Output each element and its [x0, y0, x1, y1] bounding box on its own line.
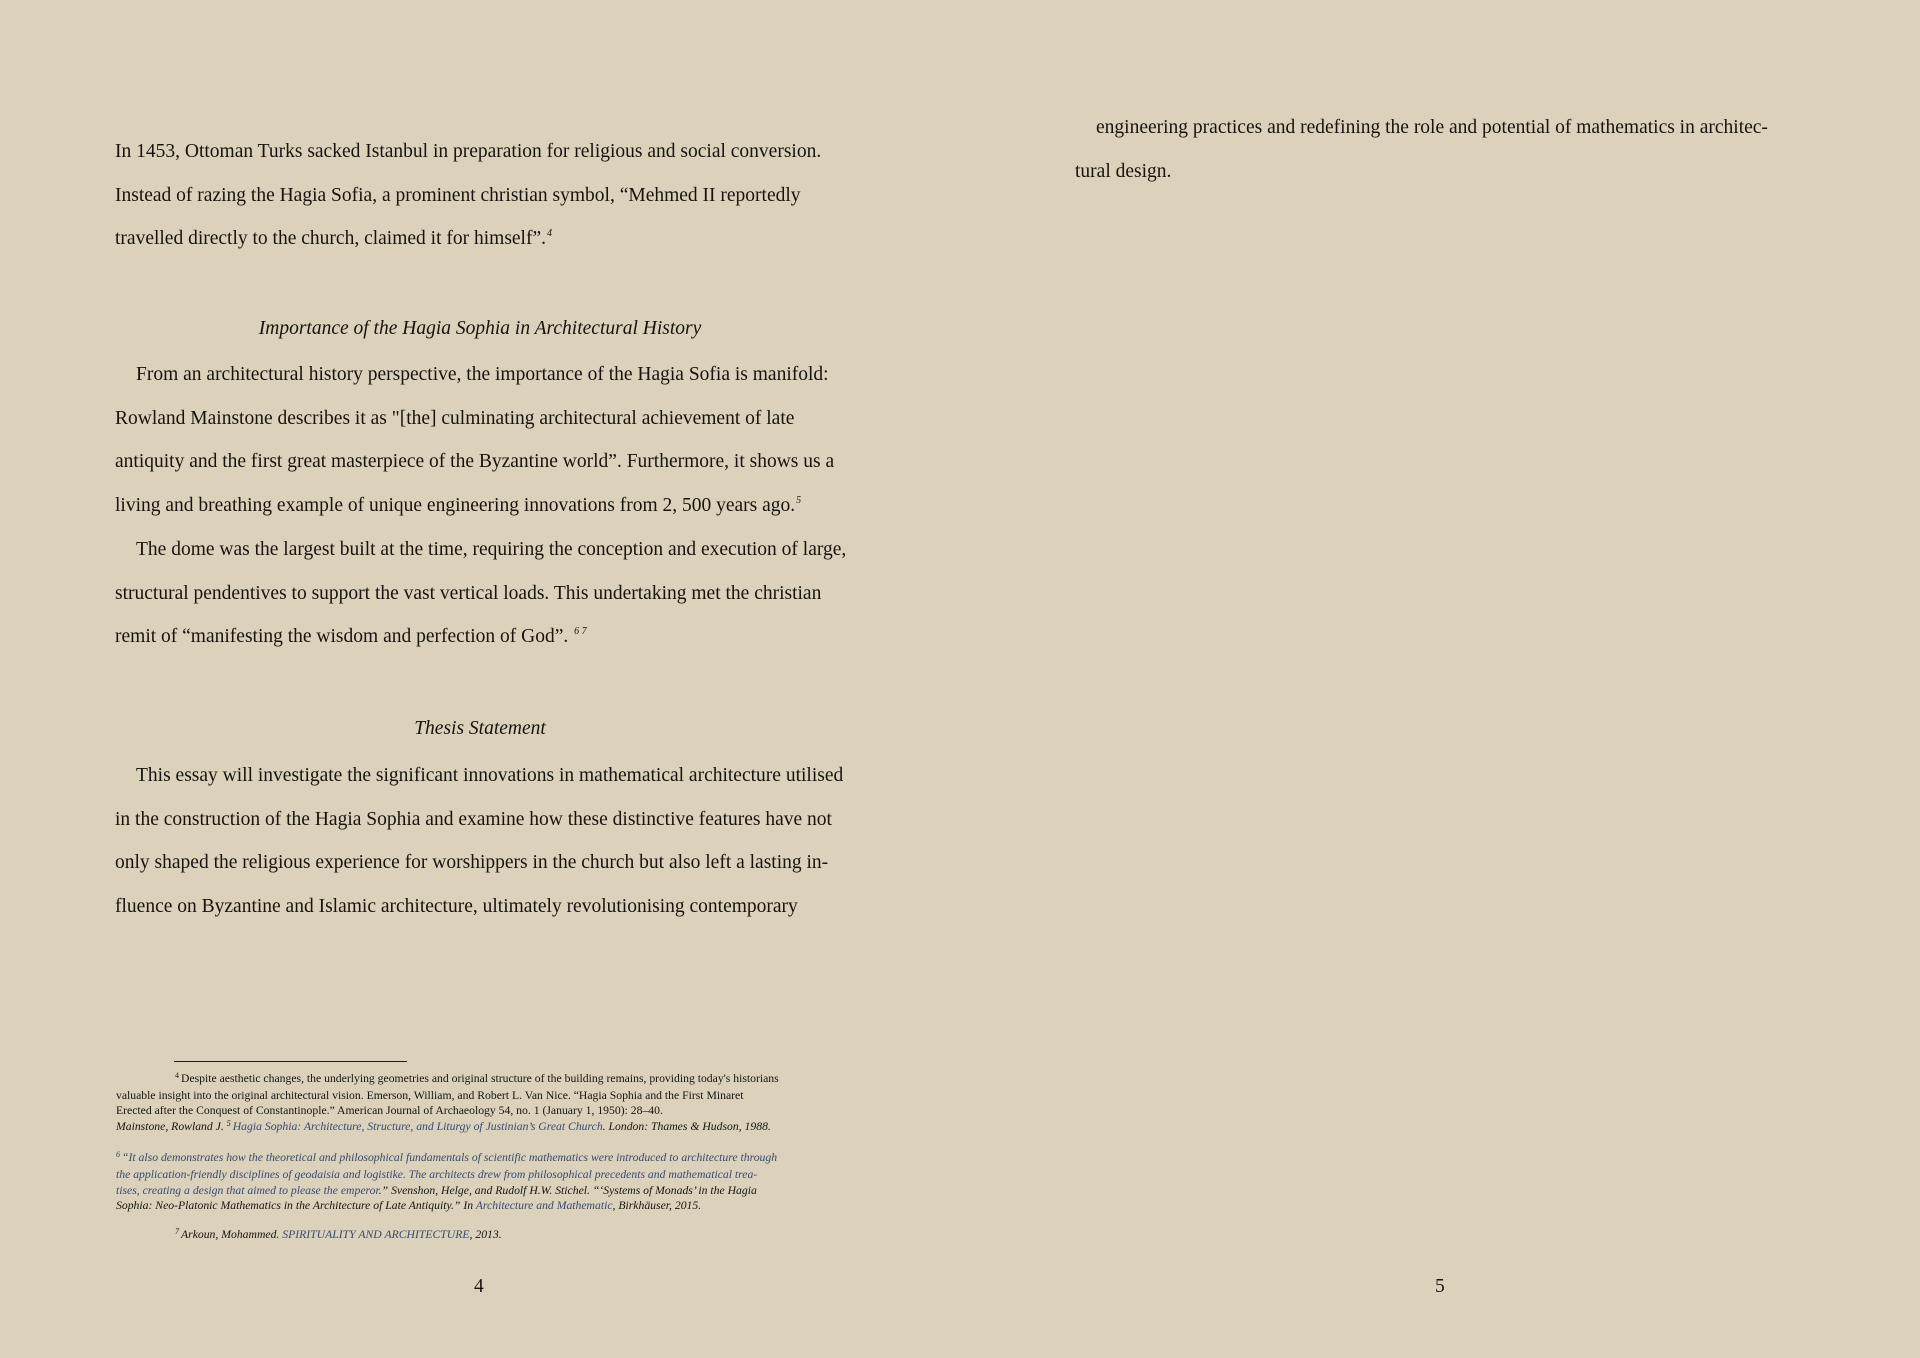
footnote-ref-5[interactable]: 5: [796, 494, 802, 506]
footnote-line: the application-friendly disciplines of geodaisia and logistike. The architects drew from philosophical precedents and mathematical trea-: [116, 1167, 758, 1181]
text-line-content: remit of “manifesting the wisdom and perfection of God”.: [115, 626, 574, 648]
importance-paragraph: [115, 353, 834, 527]
footnote-6: [116, 1150, 851, 1213]
text-line: structural pendentives to support the vast vertical loads. This undertaking met the christian: [115, 582, 822, 604]
footnote-line: [116, 1071, 851, 1088]
text-line: Rowland Mainstone describes it as "[the] culminating architectural achievement of late: [115, 407, 795, 429]
footnote-number: 6: [116, 1150, 120, 1160]
footnote-number: 4: [175, 1071, 179, 1080]
text-line: in the construction of the Hagia Sophia and examine how these distinctive features have not: [115, 808, 832, 830]
text-line: This essay will investigate the significant innovations in mathematical architecture utilised: [136, 765, 844, 786]
footnote-line: Erected after the Conquest of Constantinople.” American Journal of Archaeology 54, no. 1 (January 1, 1950): 28–40.: [116, 1104, 663, 1118]
footnote-line: [116, 1198, 851, 1214]
footnote-number: 5: [226, 1118, 231, 1128]
footnote-line: valuable insight into the original architectural vision. Emerson, William, and Robert L. Van Nice. “Hagia Sophia and the First Minaret: [116, 1088, 744, 1102]
footnotes: [116, 1071, 851, 1243]
text-line: Instead of razing the Hagia Sofia, a prominent christian symbol, “Mehmed II reportedly: [115, 184, 801, 206]
footnote-text: , 2013.: [469, 1227, 502, 1241]
footnote-line: [116, 1150, 851, 1167]
right-page: [960, 0, 1920, 1358]
thesis-paragraph: [115, 754, 843, 928]
page-number: 4: [474, 1276, 484, 1297]
text-line: tural design.: [1075, 160, 1172, 182]
continuation-paragraph: [1075, 106, 1768, 193]
text-line-content: travelled directly to the church, claimed it for himself”.: [115, 228, 546, 250]
text-line: From an architectural history perspective, the importance of the Hagia Sofia is manifold:: [136, 364, 829, 385]
text-line: The dome was the largest built at the time, requiring the conception and execution of large,: [136, 539, 847, 560]
footnote-text: , Birkhäuser, 2015.: [612, 1199, 702, 1213]
text-line: [115, 484, 834, 528]
footnote-7: [116, 1227, 851, 1244]
footnote-text: Sophia: Neo-Platonic Mathematics in the Architecture of Late Antiquity.” In: [116, 1199, 476, 1213]
footnote-author: Mainstone, Rowland J.: [116, 1119, 227, 1133]
dome-paragraph: [115, 528, 846, 659]
text-line: antiquity and the first great masterpiece of the Byzantine world”. Furthermore, it shows us a: [115, 451, 835, 473]
footnote-text: “It also demonstrates how the theoretical and philosophical fundamentals of scientific mathematics were introduced to architecture through: [122, 1151, 778, 1165]
footnote-line: [116, 1183, 851, 1199]
intro-paragraph: [115, 130, 821, 261]
text-line: engineering practices and redefining the role and potential of mathematics in architec-: [1096, 117, 1768, 138]
footnote-separator: [174, 1061, 407, 1062]
footnote-title-link[interactable]: Architecture and Mathematic: [475, 1199, 613, 1213]
footnote-ref-4[interactable]: 4: [547, 228, 552, 240]
footnote-text: tises, creating a design that aimed to please the emperor: [116, 1183, 379, 1197]
text-line: In 1453, Ottoman Turks sacked Istanbul in preparation for religious and social conversion.: [115, 141, 822, 162]
footnote-text: .” Svenshon, Helge, and Rudolf H.W. Stichel. “‘Systems of Monads’ in the Hagia: [378, 1183, 757, 1197]
footnote-ref-6-7[interactable]: 6 7: [574, 626, 587, 638]
footnote-author: Arkoun, Mohammed.: [181, 1227, 283, 1241]
footnote-number: 7: [175, 1226, 179, 1236]
footnote-line: [116, 1227, 851, 1244]
section-heading-thesis: Thesis Statement: [414, 718, 546, 739]
text-line: fluence on Byzantine and Islamic architecture, ultimately revolutionising contemporary: [115, 895, 798, 917]
text-line: [115, 217, 821, 261]
footnote-text: . London: Thames & Hudson, 1988.: [602, 1119, 771, 1133]
footnote-5: [116, 1119, 851, 1136]
text-line-content: living and breathing example of unique engineering innovations from 2, 500 years ago.: [115, 494, 796, 516]
footnote-line: [116, 1119, 851, 1136]
section-heading-importance: Importance of the Hagia Sophia in Architectural History: [258, 318, 702, 339]
text-line: [115, 615, 846, 659]
footnote-text: Despite aesthetic changes, the underlying geometries and original structure of the building remains, providing today's historians: [181, 1072, 779, 1085]
footnote-4: [116, 1071, 851, 1119]
footnote-title-link[interactable]: SPIRITUALITY AND ARCHITECTURE: [282, 1227, 470, 1241]
footnote-title-link[interactable]: Hagia Sophia: Architecture, Structure, and Liturgy of Justinian’s Great Church: [232, 1119, 603, 1133]
text-line: only shaped the religious experience for worshippers in the church but also left a lasting in-: [115, 852, 829, 874]
page-number: 5: [1435, 1276, 1445, 1297]
